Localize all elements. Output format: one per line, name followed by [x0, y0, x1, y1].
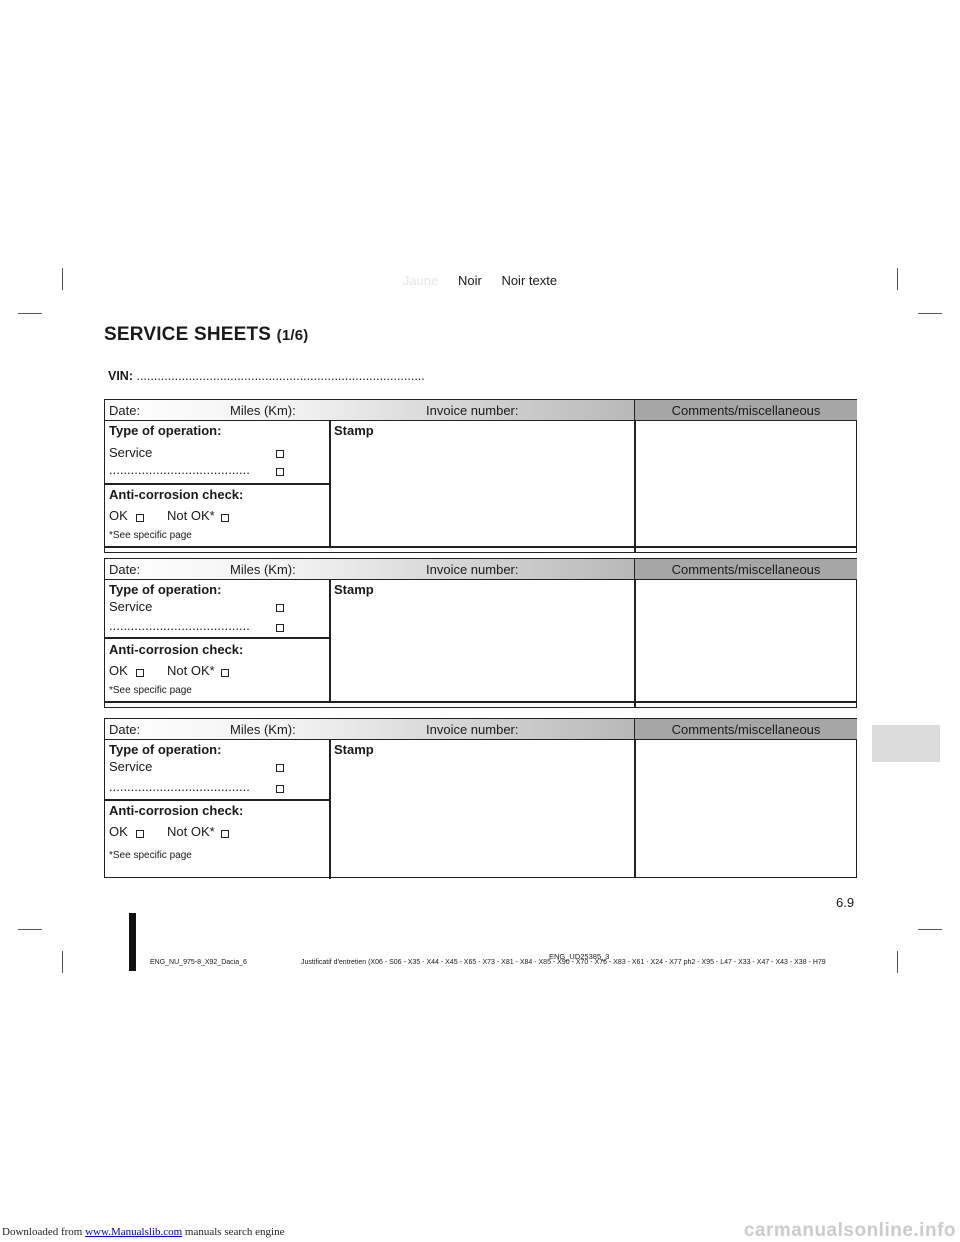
ok-checkbox[interactable] [136, 514, 144, 522]
download-prefix: Downloaded from [2, 1226, 83, 1238]
service-label: Service [109, 599, 153, 614]
other-operation-dots: ....................................... [109, 618, 250, 633]
column-divider [329, 739, 331, 879]
anti-corrosion-label: Anti-corrosion check: [109, 487, 244, 502]
not-ok-label: Not OK* [167, 663, 215, 678]
service-sheet [104, 399, 857, 553]
column-divider [329, 579, 331, 701]
see-specific-page-note: *See specific page [109, 530, 192, 541]
invoice-label: Invoice number: [426, 403, 519, 418]
not-ok-checkbox[interactable] [221, 830, 229, 838]
service-checkbox[interactable] [276, 764, 284, 772]
ok-label: OK [109, 663, 128, 678]
type-of-operation-label: Type of operation: [109, 423, 222, 438]
row-divider [105, 637, 330, 639]
manualslib-link[interactable]: www.Manualslib.com [85, 1226, 183, 1238]
comments-header-cell [634, 400, 857, 420]
stamp-label: Stamp [334, 582, 374, 597]
not-ok-checkbox[interactable] [221, 669, 229, 677]
row-divider [105, 799, 330, 801]
service-checkbox[interactable] [276, 450, 284, 458]
sheet-header [105, 559, 856, 580]
other-operation-checkbox[interactable] [276, 785, 284, 793]
footer-ref: ENG_UD25385_3 [549, 952, 610, 961]
crop-mark [18, 929, 42, 930]
anti-corrosion-label: Anti-corrosion check: [109, 803, 244, 818]
stamp-label: Stamp [334, 742, 374, 757]
page-title-sub: (1/6) [276, 327, 309, 344]
miles-label: Miles (Km): [230, 722, 296, 737]
type-of-operation-label: Type of operation: [109, 742, 222, 757]
sheet-header [105, 719, 856, 740]
type-of-operation-label: Type of operation: [109, 582, 222, 597]
anti-corrosion-label: Anti-corrosion check: [109, 642, 244, 657]
comments-header-cell [634, 719, 857, 739]
crop-mark [18, 313, 42, 314]
crop-mark [918, 313, 942, 314]
color-registration-bar [0, 273, 960, 288]
comments-label: Comments/miscellaneous [671, 722, 821, 737]
ok-label: OK [109, 508, 128, 523]
service-label: Service [109, 445, 153, 460]
service-sheet [104, 558, 857, 708]
ok-label: OK [109, 824, 128, 839]
stamp-label: Stamp [334, 423, 374, 438]
column-divider [634, 739, 636, 877]
color-label-noir-texte: Noir texte [501, 273, 558, 288]
date-label: Date: [109, 403, 141, 418]
sheet-header [105, 400, 856, 421]
other-operation-checkbox[interactable] [276, 624, 284, 632]
invoice-label: Invoice number: [426, 562, 519, 577]
color-label-noir: Noir [457, 273, 482, 288]
comments-label: Comments/miscellaneous [671, 403, 821, 418]
crop-mark [897, 951, 898, 973]
footer-bar [129, 913, 136, 971]
row-divider [105, 546, 856, 548]
vin-field [108, 369, 425, 383]
comments-label: Comments/miscellaneous [671, 562, 821, 577]
comments-header-cell [634, 559, 857, 579]
not-ok-label: Not OK* [167, 824, 215, 839]
crop-mark [62, 951, 63, 973]
not-ok-checkbox[interactable] [221, 514, 229, 522]
see-specific-page-note: *See specific page [109, 685, 192, 696]
date-label: Date: [109, 722, 141, 737]
watermark: carmanualsonline.info [743, 1220, 956, 1241]
row-divider [105, 483, 330, 485]
ok-checkbox[interactable] [136, 830, 144, 838]
service-label: Service [109, 759, 153, 774]
invoice-label: Invoice number: [426, 722, 519, 737]
miles-label: Miles (Km): [230, 562, 296, 577]
page-title [104, 324, 309, 346]
other-operation-dots: ....................................... [109, 462, 250, 477]
column-divider [634, 579, 636, 707]
other-operation-checkbox[interactable] [276, 468, 284, 476]
footer-doc: ENG_NU_975-8_X92_Dacia_6 [150, 959, 247, 966]
column-divider [634, 420, 636, 552]
crop-mark [918, 929, 942, 930]
see-specific-page-note: *See specific page [109, 850, 192, 861]
color-label-jaune: Jaune [402, 273, 439, 288]
section-tab [872, 725, 940, 762]
ok-checkbox[interactable] [136, 669, 144, 677]
row-divider [105, 701, 856, 703]
date-label: Date: [109, 562, 141, 577]
vin-dots: ................................................................................... [136, 369, 425, 383]
page-title-main: SERVICE SHEETS [104, 324, 272, 345]
footer-desc: Justificatif d'entretien (X06 - S06 - X35 - X44 - X45 - X65 - X73 - X81 - X84 - X85 - X90 - X70 - X76 - X83 - X61 - X24 - X77 ph2 - X95 - L47 - X33 - X47 - X43 - X38 - H79 [301, 959, 826, 966]
service-checkbox[interactable] [276, 604, 284, 612]
other-operation-dots: ....................................... [109, 779, 250, 794]
download-suffix: manuals search engine [184, 1226, 285, 1238]
miles-label: Miles (Km): [230, 403, 296, 418]
vin-label: VIN: [108, 369, 133, 383]
not-ok-label: Not OK* [167, 508, 215, 523]
page-number: 6.9 [836, 895, 855, 910]
service-sheet [104, 718, 857, 878]
download-info [2, 1226, 284, 1238]
download-bar [0, 1222, 960, 1242]
